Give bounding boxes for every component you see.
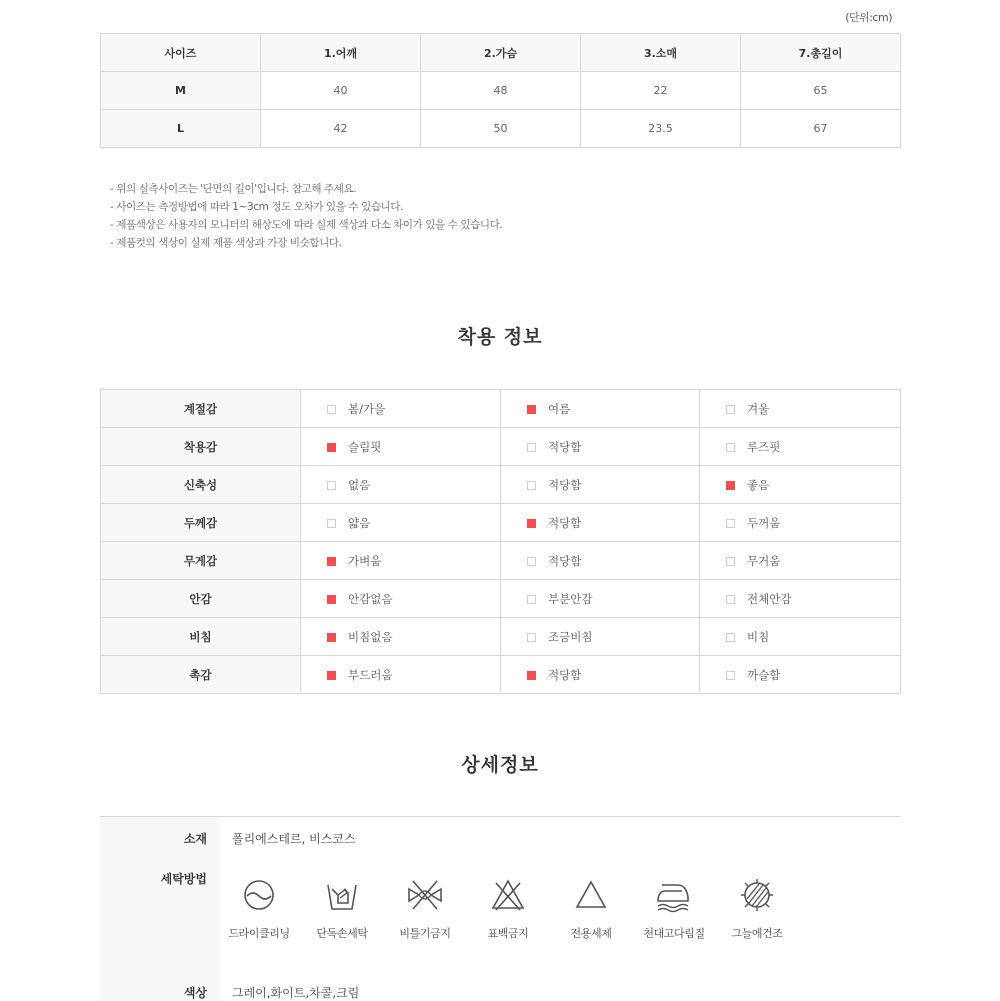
checked-box-icon xyxy=(327,557,336,566)
size-row-label: L xyxy=(101,110,261,148)
fit-option xyxy=(501,542,700,580)
wash-item xyxy=(223,877,295,941)
fit-option xyxy=(700,618,901,656)
unchecked-box-icon xyxy=(726,595,735,604)
fit-option-label: 적당함 xyxy=(548,667,582,682)
fit-option xyxy=(501,466,700,504)
size-cell: 42 xyxy=(261,110,421,148)
checked-box-icon xyxy=(327,595,336,604)
fit-info-table xyxy=(100,389,901,694)
washing-label: 세탁방법 xyxy=(160,872,207,886)
note-line: - 제품색상은 사용자의 모니터의 해상도에 따라 실제 색상과 다소 차이가 있을 수 있습니다. xyxy=(110,219,503,231)
fit-option-label: 전체안감 xyxy=(747,591,792,606)
wash-item xyxy=(638,877,710,941)
wash-caption: 단독손세탁 xyxy=(316,927,368,940)
checked-box-icon xyxy=(726,481,735,490)
fit-option-label: 조금비침 xyxy=(548,629,593,644)
size-header-cell: 7.총길이 xyxy=(741,34,901,72)
checked-box-icon xyxy=(327,633,336,642)
wash-item xyxy=(721,877,793,941)
size-table-row xyxy=(101,72,901,110)
unchecked-box-icon xyxy=(527,633,536,642)
unchecked-box-icon xyxy=(527,557,536,566)
wash-item xyxy=(472,877,544,941)
size-cell: 40 xyxy=(261,72,421,110)
size-cell: 65 xyxy=(741,72,901,110)
checked-box-icon xyxy=(327,671,336,680)
dry-clean-icon xyxy=(241,877,277,913)
fit-option-label: 적당함 xyxy=(548,439,582,454)
unchecked-box-icon xyxy=(327,481,336,490)
material-value: 폴리에스테르, 비스코스 xyxy=(232,832,356,846)
washing-icons xyxy=(228,877,792,947)
size-cell: 67 xyxy=(741,110,901,148)
wash-caption: 비틀기금지 xyxy=(399,927,451,940)
fit-info-row xyxy=(101,580,901,618)
fit-option-label: 비침 xyxy=(747,629,770,644)
fit-info-label: 무게감 xyxy=(101,542,301,580)
unchecked-box-icon xyxy=(726,519,735,528)
fit-info-label: 두께감 xyxy=(101,504,301,542)
fit-option xyxy=(301,466,501,504)
fit-option-label: 적당함 xyxy=(548,553,582,568)
size-notes xyxy=(110,180,502,252)
unchecked-box-icon xyxy=(527,481,536,490)
unit-label: (단위:cm) xyxy=(845,11,892,24)
fit-option-label: 없음 xyxy=(348,477,371,492)
fit-option xyxy=(501,580,700,618)
fit-option xyxy=(501,390,700,428)
fit-option xyxy=(501,428,700,466)
wash-caption: 천대고다림질 xyxy=(643,927,705,940)
checked-box-icon xyxy=(527,519,536,528)
fit-option-label: 봄/가을 xyxy=(348,401,386,416)
size-cell: 50 xyxy=(421,110,581,148)
fit-info-label: 착용감 xyxy=(101,428,301,466)
fit-option xyxy=(700,656,901,694)
neutral-detergent-icon xyxy=(573,877,609,913)
hand-wash-icon xyxy=(324,877,360,913)
wash-item xyxy=(389,877,461,941)
fit-option xyxy=(301,390,501,428)
fit-info-label: 안감 xyxy=(101,580,301,618)
size-header-cell: 사이즈 xyxy=(101,34,261,72)
size-header-cell: 2.가슴 xyxy=(421,34,581,72)
fit-option xyxy=(301,618,501,656)
unchecked-box-icon xyxy=(327,519,336,528)
size-cell: 48 xyxy=(421,72,581,110)
unchecked-box-icon xyxy=(327,405,336,414)
fit-option xyxy=(301,580,501,618)
fit-option-label: 적당함 xyxy=(548,477,582,492)
checked-box-icon xyxy=(527,405,536,414)
fit-option xyxy=(700,466,901,504)
fit-option-label: 얇음 xyxy=(348,515,371,530)
no-bleach-icon xyxy=(490,877,526,913)
note-line: - 사이즈는 측정방법에 따라 1~3cm 정도 오차가 있을 수 있습니다. xyxy=(110,201,404,213)
fit-info-label: 비침 xyxy=(101,618,301,656)
unchecked-box-icon xyxy=(726,405,735,414)
fit-option xyxy=(501,656,700,694)
fit-option xyxy=(700,428,901,466)
fit-option xyxy=(700,504,901,542)
iron-cloth-icon xyxy=(654,877,694,913)
unchecked-box-icon xyxy=(527,443,536,452)
fit-option-label: 까슬함 xyxy=(747,667,781,682)
fit-option xyxy=(700,580,901,618)
wash-caption: 표백금지 xyxy=(487,927,529,940)
fit-info-title: 착용 정보 xyxy=(457,326,543,348)
color-value: 그레이,화이트,차콜,크림 xyxy=(232,986,360,1000)
material-label: 소재 xyxy=(183,832,207,846)
size-table xyxy=(100,33,901,148)
no-wring-icon xyxy=(405,877,445,913)
fit-option-label: 안감없음 xyxy=(348,591,393,606)
size-table-header-row xyxy=(101,34,901,72)
fit-option xyxy=(700,390,901,428)
size-cell: 22 xyxy=(581,72,741,110)
fit-option xyxy=(700,542,901,580)
fit-option-label: 부드러움 xyxy=(348,667,393,682)
fit-info-row xyxy=(101,466,901,504)
wash-caption: 전용세제 xyxy=(570,927,612,940)
shade-dry-icon xyxy=(737,877,777,913)
fit-info-row xyxy=(101,656,901,694)
checked-box-icon xyxy=(527,671,536,680)
fit-info-row xyxy=(101,428,901,466)
fit-option xyxy=(501,504,700,542)
fit-info-row xyxy=(101,542,901,580)
fit-option-label: 여름 xyxy=(548,401,571,416)
fit-option xyxy=(501,618,700,656)
fit-option xyxy=(301,542,501,580)
note-line: - 위의 실측사이즈는 '단면의 길이'입니다. 참고해 주세요. xyxy=(110,183,357,195)
unchecked-box-icon xyxy=(726,443,735,452)
fit-info-row xyxy=(101,504,901,542)
size-row-label: M xyxy=(101,72,261,110)
note-line: - 제품컷의 색상이 실제 제품 색상과 가장 비슷합니다. xyxy=(110,237,342,249)
unchecked-box-icon xyxy=(726,557,735,566)
unchecked-box-icon xyxy=(527,595,536,604)
wash-caption: 그늘에건조 xyxy=(731,927,783,940)
unchecked-box-icon xyxy=(726,671,735,680)
size-header-cell: 1.어깨 xyxy=(261,34,421,72)
wash-caption: 드라이클리닝 xyxy=(228,927,290,940)
detail-info-section xyxy=(100,816,900,1001)
unchecked-box-icon xyxy=(726,633,735,642)
fit-option-label: 두꺼움 xyxy=(747,515,781,530)
fit-info-row xyxy=(101,390,901,428)
fit-option xyxy=(301,428,501,466)
size-header-cell: 3.소매 xyxy=(581,34,741,72)
fit-info-label: 신축성 xyxy=(101,466,301,504)
fit-option-label: 비침없음 xyxy=(348,629,393,644)
fit-option-label: 부분안감 xyxy=(548,591,593,606)
fit-option xyxy=(301,656,501,694)
detail-info-title: 상세정보 xyxy=(461,754,539,776)
size-cell: 23.5 xyxy=(581,110,741,148)
fit-option-label: 가벼움 xyxy=(348,553,382,568)
fit-info-label: 촉감 xyxy=(101,656,301,694)
fit-option-label: 루즈핏 xyxy=(747,439,781,454)
fit-option xyxy=(301,504,501,542)
fit-option-label: 겨울 xyxy=(747,401,770,416)
fit-info-label: 계절감 xyxy=(101,390,301,428)
fit-option-label: 무거움 xyxy=(747,553,781,568)
wash-item xyxy=(306,877,378,941)
checked-box-icon xyxy=(327,443,336,452)
wash-item xyxy=(555,877,627,941)
size-table-row xyxy=(101,110,901,148)
color-label: 색상 xyxy=(183,986,207,1000)
fit-option-label: 좋음 xyxy=(747,477,770,492)
fit-option-label: 슬림핏 xyxy=(348,439,382,454)
fit-info-row xyxy=(101,618,901,656)
fit-option-label: 적당함 xyxy=(548,515,582,530)
